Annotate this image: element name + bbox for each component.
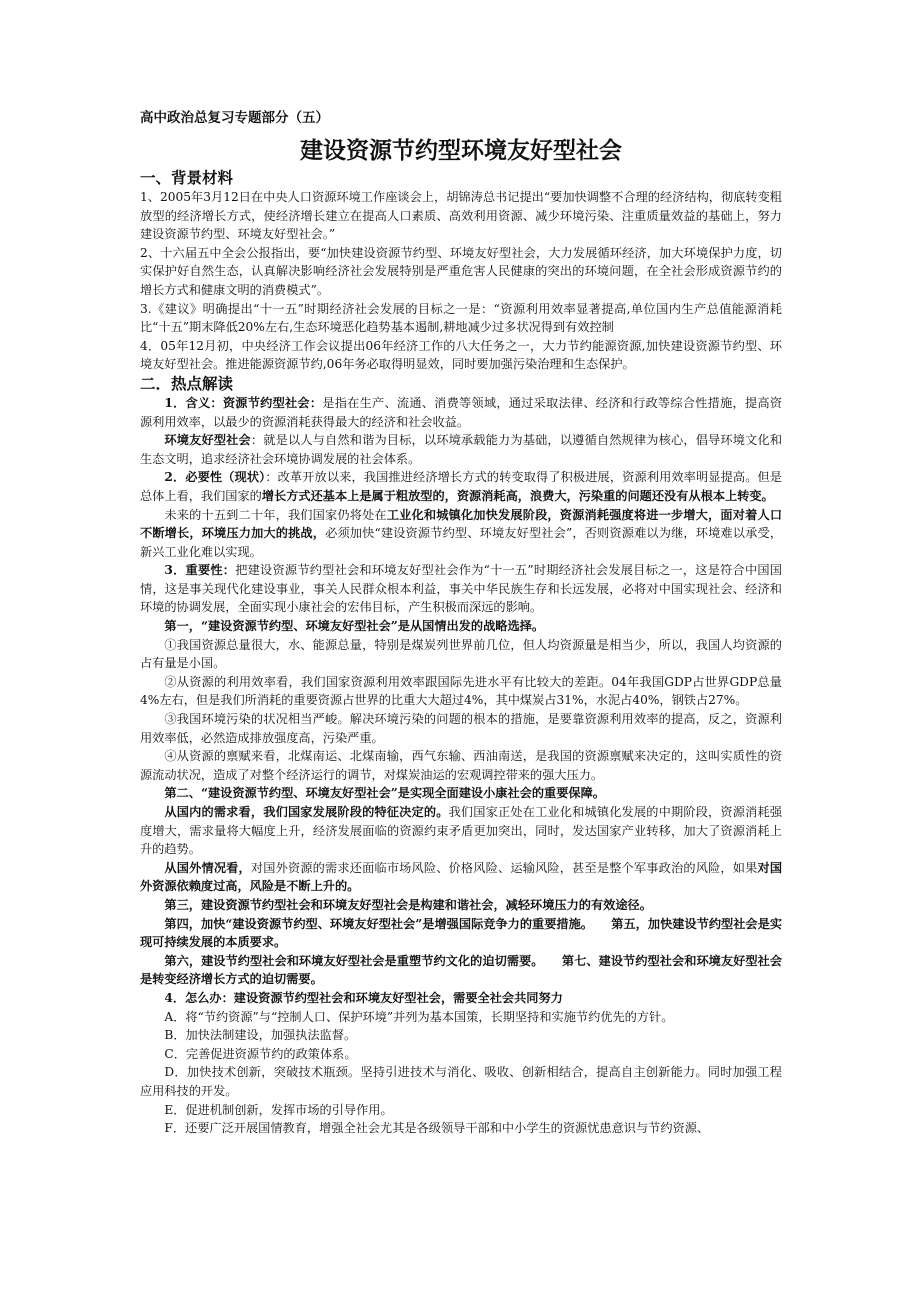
section-heading-analysis: 二．热点解读 bbox=[140, 373, 234, 393]
point-heading-part: 第四，加快“建设资源节约型、环境友好型社会”是增强国际竞争力的重要措施。 bbox=[164, 916, 587, 931]
point-heading: 第二、“建设资源节约型、环境友好型社会”是实现全面建设小康社会的重要保障。 bbox=[164, 786, 605, 801]
importance-text: 把建设资源节约型社会和环境友好型社会作为“十一五”时期经济社会发展目标之一，这是符合中国国情，这是事关现代化建设事业，事关人民群众根本利益，事关中华民族生存和长远发展，必将对中国实现社会、经济和环境的协调发展，全面实现小康社会的宏伟目标，产生积极而深远的影响。 bbox=[140, 563, 782, 615]
document-body bbox=[140, 108, 782, 1138]
point-heading bbox=[140, 952, 782, 989]
importance-paragraph bbox=[140, 561, 782, 617]
point-detail: ①我国资源总量很大，水、能源总量，特别是煤炭列世界前几位，但人均资源量是相当少，所以，我国人均资源的占有量是小国。 bbox=[140, 637, 782, 671]
measures-heading: 4．怎么办：建设资源节约型社会和环境友好型社会，需要全社会共同努力 bbox=[164, 990, 563, 1005]
measure-item: D．加快技术创新，突破技术瓶颈。坚持引进技术与消化、吸收、创新相结合，提高自主创新能力。同时加强工程应用科技的开发。 bbox=[140, 1065, 782, 1098]
necessity-emphasis: 工业化和城镇化加快发展阶段，资源消耗强度将进一步增大，面对着人口不断增长，环境压力加大的挑战， bbox=[140, 507, 783, 541]
point-detail: ③我国环境污染的状况相当严峻。解决环境污染的问题的根本的措施，是要靠资源利用效率的提高，反之，资源利用效率低，必然造成排放强度高，污染严重。 bbox=[140, 712, 782, 745]
document-title: 建设资源节约型环境友好型社会 bbox=[300, 138, 622, 164]
definition-paragraph bbox=[140, 431, 782, 468]
necessity-label: 2．必要性（现状） bbox=[164, 470, 266, 485]
point-heading: 第一，“建设资源节约型、环境友好型社会”是从国情出发的战略选择。 bbox=[164, 619, 545, 634]
measure-item: E．促进机制创新，发挥市场的引导作用。 bbox=[164, 1102, 393, 1117]
point-heading bbox=[140, 915, 782, 952]
point-detail: ④从资源的禀赋来看，北煤南运、北煤南输，西气东输、西油南送，是我国的资源禀赋来决定的，这叫实质性的资源流动状况，造成了对整个经济运行的调节，对煤炭油运的宏观调控带来的强大压力。 bbox=[140, 749, 782, 782]
background-item: 4．05年12月初，中央经济工作会议提出06年经济工作的八大任务之一，大力节约能源资源,加快建设资源节约型、环境友好型社会。推进能源资源节约,06年务必取得明显效，同时要加强污染治理和生态保护。 bbox=[140, 338, 782, 372]
importance-label: 3．重要性： bbox=[164, 563, 236, 578]
necessity-emphasis: 增长方式还基本上是属于粗放型的，资源消耗高，浪费大，污染重的问题还没有从根本上转变。 bbox=[261, 488, 774, 503]
point-detail bbox=[140, 803, 782, 859]
definition-text: 是指在生产、流通、消费等领域，通过采取法律、经济和行政等综合性措施，提高资源利用效率，以最少的资源消耗获得最大的经济和社会收益。 bbox=[140, 395, 783, 429]
measure-item: B．加快法制建设，加强执法监督。 bbox=[164, 1028, 357, 1043]
series-heading: 高中政治总复习专题部分（五） bbox=[140, 110, 329, 126]
background-item: 1、2005年3月12日在中央人口资源环境工作座谈会上，胡锦涛总书记提出“要加快调整不合理的经济结构，彻底转变粗放型的经济增长方式，使经济增长建立在提高人口素质、高效利用资源、减少环境污染、注重质量效益的基础上，努力建设资源节约型、环境友好型社会。” bbox=[140, 190, 782, 242]
definition-paragraph bbox=[140, 394, 782, 431]
definition-label: 环境友好型社会 bbox=[164, 433, 251, 448]
definition-label: 1．含义：资源节约型社会： bbox=[164, 395, 323, 410]
point-heading-part: 第五，加快建设节约型社会是实现可持续发展的本质要求。 bbox=[140, 916, 783, 950]
point-emphasis: 对国外资源依赖度过高，风险是不断上升的。 bbox=[140, 860, 783, 894]
measure-item: F．还要广泛开展国情教育，增强全社会尤其是各级领导干部和中小学生的资源忧患意识与节约资源、 bbox=[164, 1121, 710, 1136]
point-detail bbox=[140, 859, 782, 896]
background-item: 3.《建议》明确提出“十一五”时期经济社会发展的目标之一是：“资源利用效率显著提高,单位国内生产总值能源消耗比“十五”期末降低20%左右,生态环境恶化趋势基本遏制,耕地减少过多状况得到有效控制 bbox=[140, 301, 782, 335]
point-text: 我们国家正处在工业化和城镇化发展的中期阶段，资源消耗强度增大，需求量将大幅度上升，经济发展面临的资源约束矛盾更加突出，同时，发达国家产业转移，加大了资源消耗上升的趋势。 bbox=[140, 805, 783, 857]
necessity-text: 必须加快“建设资源节约型、环境友好型社会”，否则资源难以为继，环境难以承受，新兴工业化难以实现。 bbox=[140, 526, 783, 559]
point-text: 对国外资源的需求还面临市场风险、价格风险、运输风险，甚至是整个军事政治的风险，如果 bbox=[250, 860, 758, 875]
point-detail: ②从资源的利用效率看，我们国家资源利用效率跟国际先进水平有比较大的差距。04年我国GDP占世界GDP总量4%左右，但是我们所消耗的重要资源占世界的比重大大超过4%，其中煤炭占31%，水泥占40%，钢铁占27%。 bbox=[140, 674, 782, 708]
necessity-paragraph bbox=[140, 506, 782, 562]
necessity-text: 未来的十五到二十年，我们国家仍将处在 bbox=[164, 507, 387, 522]
section-heading-background: 一、背景材料 bbox=[140, 168, 234, 187]
point-emphasis: 从国内的需求看，我们国家发展阶段的特征决定的。 bbox=[164, 805, 449, 819]
measure-item: A．将“节约资源”与“控制人口、保护环境”并列为基本国策，长期坚持和实施节约优先的方针。 bbox=[164, 1009, 674, 1024]
background-item: 2、十六届五中全会公报指出，要“加快建设资源节约型、环境友好型社会，大力发展循环经济，加大环境保护力度，切实保护好自然生态，认真解决影响经济社会发展特别是严重危害人民健康的突出的环境问题，在全社会形成资源节约的增长方式和健康文明的消费模式”。 bbox=[140, 245, 782, 297]
definition-text: ：就是以人与自然和谐为目标，以环境承载能力为基础，以遵循自然规律为核心，倡导环境文化和生态文明，追求经济社会环境协调发展的社会体系。 bbox=[140, 433, 783, 466]
point-heading-part: 第七、建设节约型社会和环境友好型社会是转变经济增长方式的迫切需要。 bbox=[140, 953, 783, 987]
point-heading: 第三，建设资源节约型社会和环境友好型社会是构建和谐社会，减轻环境压力的有效途径。 bbox=[164, 897, 652, 912]
point-heading-part: 第六，建设节约型社会和环境友好型社会是重塑节约文化的迫切需要。 bbox=[164, 953, 538, 968]
necessity-text: ：改革开放以来，我国推进经济增长方式的转变取得了积极进展，资源利用效率明显提高。但是总体上看，我们国家的 bbox=[140, 470, 782, 503]
measure-item: C．完善促进资源节约的政策体系。 bbox=[164, 1046, 357, 1061]
point-emphasis: 从国外情况看， bbox=[164, 860, 251, 875]
necessity-paragraph bbox=[140, 468, 782, 505]
